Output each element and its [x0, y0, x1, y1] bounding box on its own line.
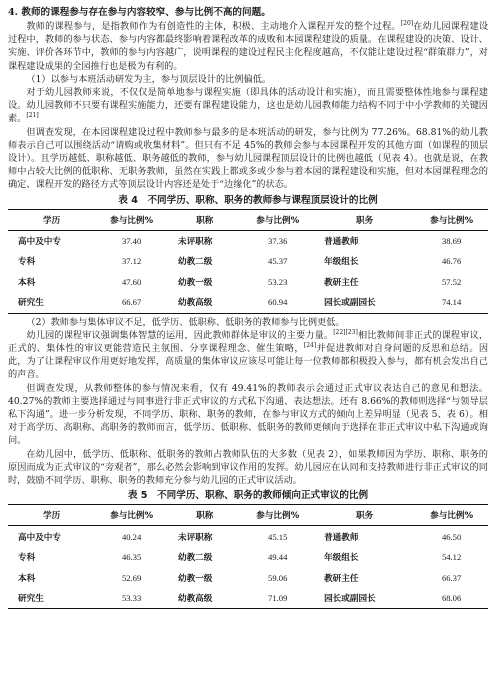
table-cell: 普通教师 [324, 532, 359, 543]
table-cell: 46.76 [441, 256, 462, 267]
table-cell: 38.69 [441, 235, 462, 246]
table-cell: 专科 [18, 553, 36, 564]
table-cell: 幼教高级 [168, 292, 241, 313]
paragraph-1-text: 教师的课程参与，是指教师作为有创造性的主体，积极、主动地介入课程开发的整个过程。 [26, 21, 401, 32]
table-cell: 园长或副园长 [314, 588, 415, 609]
table-header: 参与比例% [415, 505, 488, 526]
table-cell: 本科 [18, 573, 36, 584]
table-cell: 高中及中专 [18, 532, 61, 543]
paragraph-4 [8, 329, 488, 382]
subheading-2: （2）教师参与集体审议不足，低学历、低职称、低职务的教师参与比例更低。 [26, 316, 345, 328]
subheading-1: （1）以参与本班活动研发为主，参与顶层设计的比例偏低。 [26, 73, 272, 85]
table-cell: 37.12 [121, 256, 142, 267]
table-cell: 71.09 [241, 588, 314, 609]
table-cell: 52.69 [121, 572, 142, 583]
citation-21: [21] [26, 112, 39, 120]
table-row [8, 292, 488, 313]
table-cell: 幼教一级 [177, 277, 213, 288]
table-header: 参与比例% [415, 209, 488, 230]
table-cell: 教研主任 [324, 573, 359, 584]
paragraph-6: 在幼儿园中，低学历、低职称、低职务的教师占教师队伍的大多数（见表 2），如果教师因为学历、职称、职务的原因而成为正式审议的“旁观者”，那么必然会影响到审议作用的发挥。幼儿园应在认同和支持教师进行非正式审议的同时，鼓励不同学历、职称、职务的教师充分参与幼儿园的正式审议活动。 [8, 448, 488, 487]
table-row [8, 547, 488, 568]
paragraph-3: 但调查发现，在本园课程建设过程中教师参与最多的是本班活动的研发，参与比例为 77.26%。68.81%的幼儿教师表示自己可以围绕活动“请购或收集材料”。但只有不足 45%的教师会参与本园课程开发的其他方面（如课程的顶层设计）。且学历越低、职称越低、职务越低的教师，参与幼儿园课程顶层设计的比例也越低（见表 4）。也就是说，在教师中占较大比例的低职称、无职务教师，虽然在实践上都或多或少参与着本园的课程建设和实施，但对本园课程理念的确定、课程开发的路径方式等顶层设计内容还是处于“边缘化”的状态。 [8, 126, 488, 191]
table-header: 参与比例% [241, 505, 314, 526]
table-4-caption: 表 4 不同学历、职称、职务的教师参与课程顶层设计的比例 [118, 194, 378, 206]
citation-22-23: [22][23] [333, 328, 358, 336]
table-cell: 园长或副园长 [314, 292, 415, 313]
table-cell: 研究生 [8, 588, 95, 609]
paragraph-2-text: 对于幼儿园教师来说，不仅仅是简单地参与课程实施（即具体的活动设计和实施），而且需要整体性地参与课程建设。幼儿园教师不只要有课程实施能力，还要有课程建设能力，这也是幼儿园教师能力结构不同于中小学教师的关键因素。 [8, 87, 488, 125]
table-header: 职务 [314, 505, 415, 526]
table-cell: 46.35 [121, 552, 142, 563]
table-header: 职务 [314, 209, 415, 230]
table-cell: 47.60 [121, 276, 142, 287]
table-cell: 教研主任 [324, 277, 359, 288]
table-cell: 49.44 [268, 552, 288, 563]
table-cell: 53.33 [95, 588, 168, 609]
table-4-header-row [8, 209, 488, 230]
paragraph-2 [8, 86, 488, 126]
table-cell: 59.06 [268, 572, 288, 583]
table-cell: 66.37 [441, 572, 462, 583]
table-cell: 幼教一级 [177, 573, 213, 584]
table-cell: 专科 [18, 257, 36, 268]
table-row [8, 272, 488, 293]
table-cell: 40.24 [121, 531, 142, 542]
table-row [8, 251, 488, 272]
citation-20: [20] [400, 19, 414, 27]
table-cell: 37.36 [268, 235, 288, 246]
paragraph-4-text-c: 并促进教师对自身问题的反思和总结。因此，为了让课程审议作用更好地发挥，高质量的集体审议应该尽可能让每一位教师都积极投入参与，都有机会发出自己的声音。 [8, 343, 489, 381]
table-cell: 未评职称 [177, 236, 213, 247]
table-cell: 74.14 [415, 292, 488, 313]
table-header: 职称 [168, 505, 241, 526]
paragraph-1 [8, 20, 488, 73]
table-row [8, 526, 488, 547]
table-header: 学历 [8, 505, 95, 526]
table-cell: 本科 [18, 277, 36, 288]
table-cell: 45.15 [268, 531, 288, 542]
paragraph-4-text-b: 相比教师间非正式的课程审议，正式的、集体性的审议更能营造民主氛围、分享课程理念、催生策略， [8, 329, 489, 355]
table-cell: 幼教二级 [177, 257, 213, 268]
table-4 [8, 209, 488, 314]
table-cell: 未评职称 [177, 532, 213, 543]
table-cell: 高中及中专 [18, 236, 61, 247]
table-row [8, 588, 488, 609]
table-header: 职称 [168, 209, 241, 230]
table-cell: 66.67 [95, 292, 168, 313]
table-header: 参与比例% [95, 505, 168, 526]
table-cell: 幼教高级 [168, 588, 241, 609]
table-row [8, 230, 488, 251]
table-cell: 46.50 [441, 531, 462, 542]
paragraph-1-text-b: 在幼儿园课程建设过程中，教师的参与状态、参与内容都最终影响着课程改革的成败和本园课程建设的质量。在课程建设的决策、设计、实施、评价各环节中，教师的参与内容越广，说明课程的建设过程民主化程度越高，不仅能让建设过程“群策群力”，对课程建设成果的全园推行也是极为有利的。 [8, 21, 489, 72]
paragraph-4-text: 幼儿园的课程审议强调集体智慧的运用，因此教师群体是审议的主要力量。 [26, 329, 334, 341]
table-5-header-row [8, 505, 488, 526]
citation-24: [24] [303, 341, 317, 349]
table-header: 参与比例% [241, 209, 314, 230]
table-cell: 年级组长 [324, 553, 359, 564]
table-cell: 54.12 [441, 552, 462, 563]
table-cell: 57.52 [441, 276, 462, 287]
table-header: 学历 [8, 209, 95, 230]
table-cell: 普通教师 [324, 236, 359, 247]
table-cell: 68.06 [415, 588, 488, 609]
table-cell: 53.23 [268, 276, 288, 287]
paragraph-5: 但调查发现，从教师整体的参与情况来看，仅有 49.41%的教师表示会通过正式审议表达自己的意见和想法。40.27%的教师主要选择通过与同事进行非正式审议的方式私下沟通、表达想法。还有 8.66%的教师则选择“与领导层私下沟通”。进一步分析发现，不同学历、职称、职务的教师，在参与审议方式的倾向上差异明显（见表 5、表 6）。相对于高学历、高职称、高职务的教师而言，低学历、低职称、低职务的教师更倾向于选择在非正式审议中私下沟通或询问。 [8, 382, 488, 447]
table-cell: 年级组长 [324, 257, 359, 268]
table-cell: 幼教二级 [177, 553, 213, 564]
table-cell: 37.40 [121, 235, 142, 246]
table-5-caption: 表 5 不同学历、职称、职务的教师倾向正式审议的比例 [127, 490, 369, 502]
table-header: 参与比例% [95, 209, 168, 230]
section-heading: 4. 教师的课程参与存在参与内容较窄、参与比例不高的问题。 [8, 7, 271, 18]
table-cell: 60.94 [241, 292, 314, 313]
table-cell: 研究生 [8, 292, 95, 313]
table-row [8, 567, 488, 588]
table-cell: 45.37 [268, 256, 288, 267]
table-5 [8, 504, 488, 609]
